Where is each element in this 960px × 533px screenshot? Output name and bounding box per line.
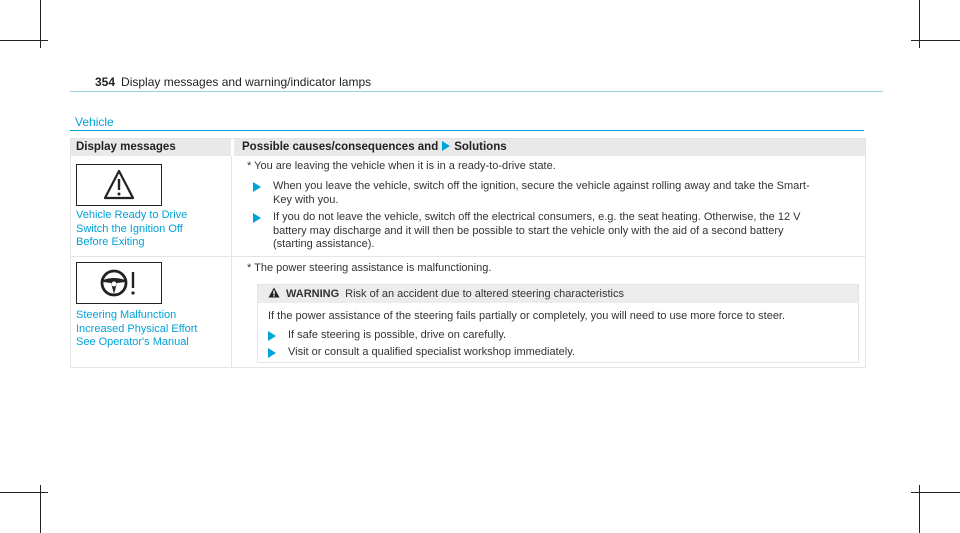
solution-step bbox=[288, 329, 828, 343]
column-header-causes: Possible causes/consequences and bbox=[242, 141, 439, 153]
row-divider bbox=[71, 256, 865, 257]
solution-step bbox=[288, 346, 828, 360]
cause-text: * You are leaving the vehicle when it is in a ready-to-drive state. bbox=[247, 160, 556, 172]
steering-wheel-warning-icon bbox=[76, 262, 162, 304]
solution-step bbox=[273, 180, 843, 207]
column-header-causes-solutions bbox=[234, 139, 865, 156]
section-title: Vehicle bbox=[75, 115, 114, 129]
running-header bbox=[95, 75, 371, 89]
message-line: See Operator's Manual bbox=[76, 336, 189, 348]
column-header-display-messages: Display messages bbox=[71, 139, 231, 156]
message-line: Steering Malfunction bbox=[76, 309, 177, 321]
warning-header bbox=[258, 285, 858, 303]
column-divider bbox=[231, 156, 232, 367]
warning-body: If the power assistance of the steering fails partially or completely, you will need to use more force to steer. bbox=[268, 310, 786, 322]
crop-mark bbox=[911, 40, 960, 41]
message-line: Vehicle Ready to Drive bbox=[76, 209, 188, 221]
page-number: 354 bbox=[95, 75, 116, 89]
crop-mark bbox=[0, 492, 48, 493]
solution-line: Visit or consult a qualified specialist workshop immediately. bbox=[288, 346, 575, 358]
chapter-title: Display messages and warning/indicator lamps bbox=[121, 75, 372, 89]
cause-text: * The power steering assistance is malfunctioning. bbox=[247, 262, 492, 274]
solution-line: If you do not leave the vehicle, switch off the electrical consumers, e.g. the seat heating. Otherwise, the 12 V bbox=[273, 211, 801, 223]
play-arrow-icon bbox=[253, 182, 261, 192]
warning-label: WARNING bbox=[286, 288, 340, 300]
warning-triangle-icon bbox=[268, 287, 280, 298]
warning-triangle-icon bbox=[76, 164, 162, 206]
section-rule bbox=[70, 130, 864, 131]
solution-line: Key with you. bbox=[273, 193, 339, 206]
message-line: Increased Physical Effort bbox=[76, 322, 198, 335]
play-arrow-icon bbox=[442, 141, 450, 151]
play-arrow-icon bbox=[253, 213, 261, 223]
header-rule bbox=[70, 91, 883, 92]
warning-box bbox=[257, 284, 859, 363]
play-arrow-icon bbox=[268, 331, 276, 341]
solution-line: When you leave the vehicle, switch off the ignition, secure the vehicle against rolling away and take the Smart- bbox=[273, 180, 810, 192]
message-line: Before Exiting bbox=[76, 236, 145, 248]
message-steering-malfunction bbox=[76, 309, 226, 350]
solution-line: (starting assistance). bbox=[273, 238, 375, 250]
crop-mark bbox=[911, 492, 960, 493]
solution-line: battery may discharge and it will then be possible to start the vehicle only with the aid of a second battery bbox=[273, 224, 784, 237]
display-messages-table bbox=[70, 138, 866, 368]
message-vehicle-ready bbox=[76, 209, 226, 250]
play-arrow-icon bbox=[268, 348, 276, 358]
warning-title: Risk of an accident due to altered steering characteristics bbox=[345, 288, 624, 300]
solution-line: If safe steering is possible, drive on carefully. bbox=[288, 329, 507, 341]
message-line: Switch the Ignition Off bbox=[76, 222, 183, 235]
crop-mark bbox=[0, 40, 48, 41]
solution-step bbox=[273, 211, 843, 252]
column-header-solutions: Solutions bbox=[454, 141, 507, 153]
